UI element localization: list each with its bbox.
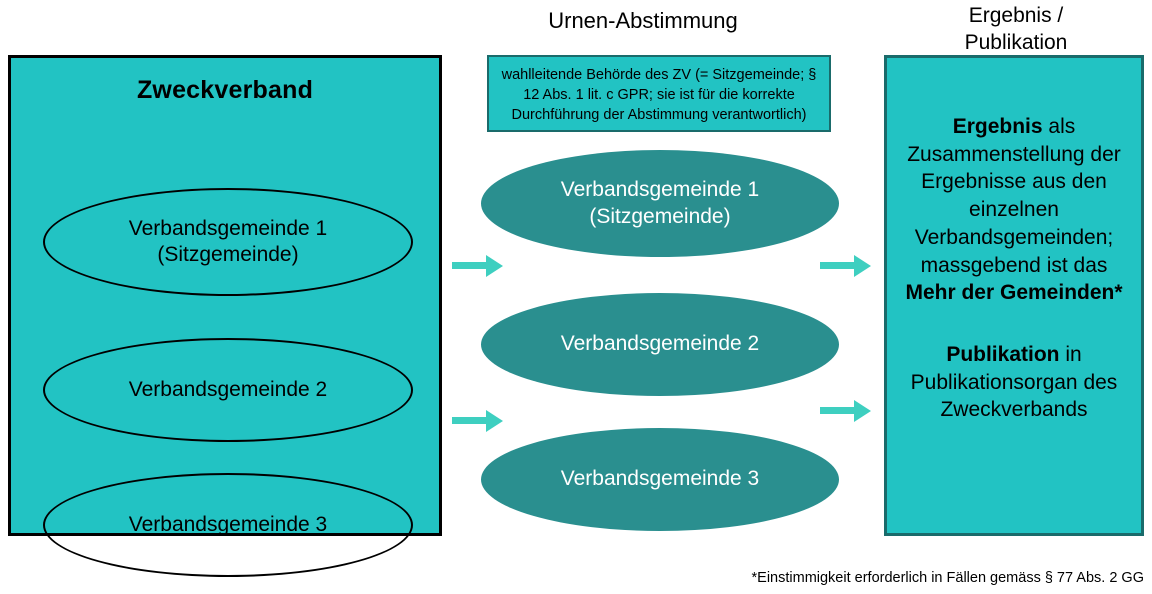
zweckverband-member-1-label: Verbandsgemeinde 1 (Sitzgemeinde) <box>128 216 328 266</box>
arrow-right-icon-1 <box>452 255 504 277</box>
ergebnis-publikation-title: Ergebnis / Publikation <box>964 4 1068 55</box>
ergebnis-paragraph <box>899 113 1129 307</box>
ergebnis-text: als Zusammenstellung der Ergebnisse aus den einzelnen Verbandsgemeinden; massgebend ist das <box>907 115 1121 277</box>
arrow-right-icon-2 <box>452 410 504 432</box>
zweckverband-title: Zweckverband <box>136 76 314 104</box>
zweckverband-box <box>8 55 442 536</box>
wahlleitende-behoerde-text: wahlleitende Behörde des ZV (= Sitzgemeinde; § 12 Abs. 1 lit. c GPR; sie ist für die korrekte Durchführung der Abstimmung verantwortlich) <box>501 67 817 123</box>
arrow-shaft <box>452 262 488 269</box>
zweckverband-member-2-label: Verbandsgemeinde 2 <box>128 377 328 401</box>
zweckverband-member-3-label: Verbandsgemeinde 3 <box>128 512 328 536</box>
arrow-head <box>486 410 503 432</box>
zweckverband-member-3 <box>43 473 413 577</box>
arrow-head <box>486 255 503 277</box>
arrow-shaft <box>820 262 856 269</box>
abstimmung-member-3-label: Verbandsgemeinde 3 <box>560 467 760 491</box>
abstimmung-member-1 <box>481 150 839 257</box>
arrow-head <box>854 255 871 277</box>
mehr-der-gemeinden-keyword: Mehr der Gemeinden* <box>905 281 1123 305</box>
publikation-paragraph <box>899 341 1129 424</box>
wahlleitende-behoerde-note <box>487 55 831 132</box>
ergebnis-keyword: Ergebnis <box>952 115 1043 138</box>
zweckverband-member-1 <box>43 188 413 296</box>
arrow-head <box>854 400 871 422</box>
footnote: *Einstimmigkeit erforderlich in Fällen gemäss § 77 Abs. 2 GG <box>751 570 1144 586</box>
arrow-right-icon-4 <box>820 400 872 422</box>
publikation-text: in Publikationsorgan des Zweckverbands <box>910 343 1118 422</box>
urnen-abstimmung-title: Urnen-Abstimmung <box>548 8 738 33</box>
zweckverband-member-2 <box>43 338 413 442</box>
abstimmung-member-2 <box>481 293 839 396</box>
arrow-shaft <box>820 407 856 414</box>
publikation-keyword: Publikation <box>946 343 1060 367</box>
arrow-right-icon-3 <box>820 255 872 277</box>
abstimmung-member-3 <box>481 428 839 531</box>
abstimmung-member-1-label: Verbandsgemeinde 1 (Sitzgemeinde) <box>560 178 760 228</box>
abstimmung-member-2-label: Verbandsgemeinde 2 <box>560 332 760 356</box>
ergebnis-publikation-box <box>884 55 1144 536</box>
arrow-shaft <box>452 417 488 424</box>
